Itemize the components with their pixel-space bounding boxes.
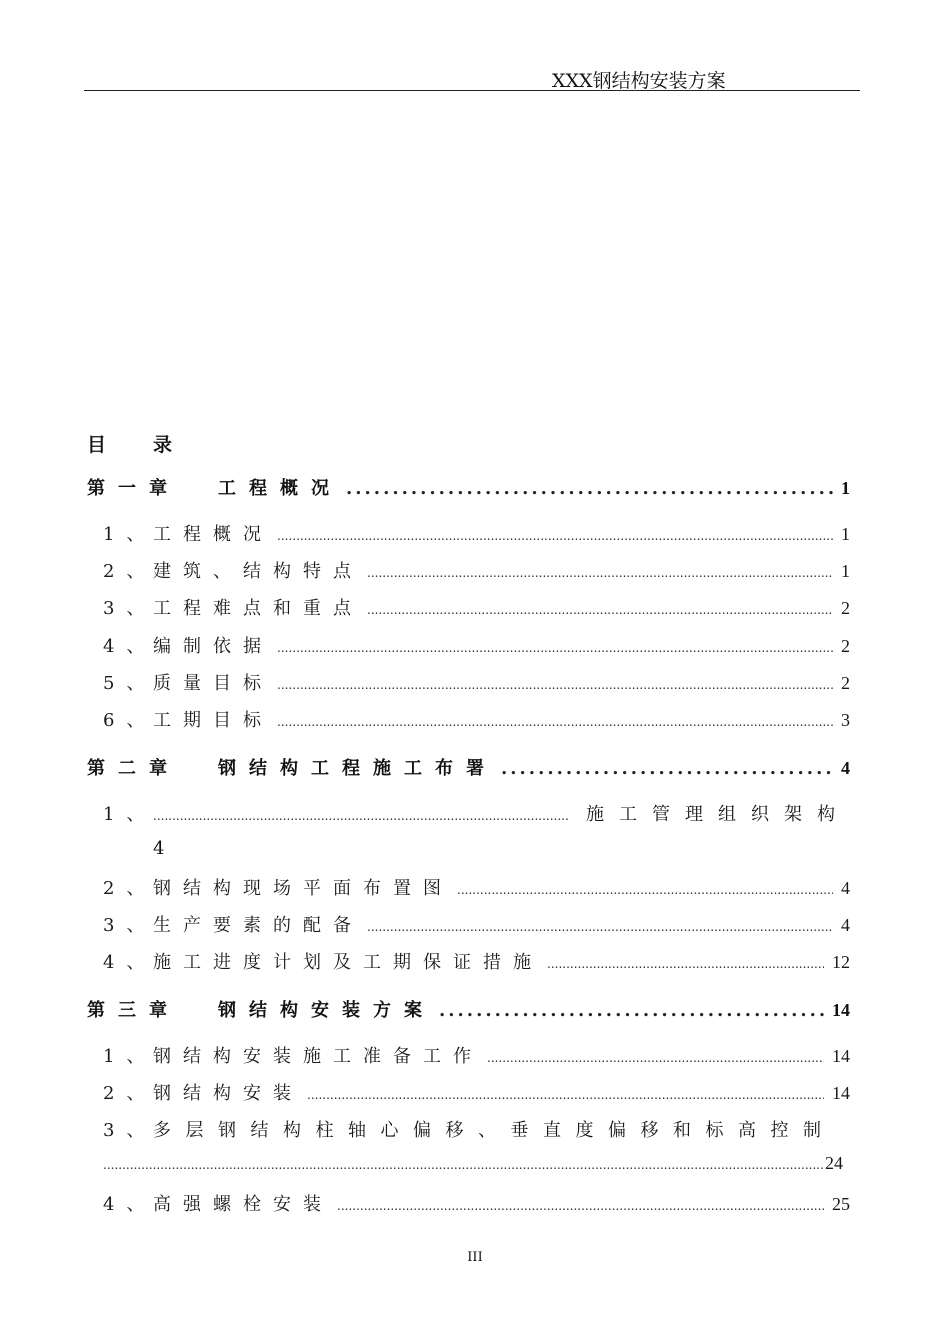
section-title: 钢结构安装 (153, 1083, 303, 1104)
section-page-number: 2 (841, 673, 850, 693)
toc-chapter-1[interactable] (87, 474, 850, 500)
dot-leader (367, 920, 833, 934)
section-number: 4、 (103, 952, 157, 973)
toc-chapter-3[interactable] (87, 996, 850, 1022)
dot-leader (501, 758, 833, 779)
toc-section-2-2[interactable] (87, 874, 850, 900)
section-title: 建筑、结构特点 (153, 561, 363, 582)
section-number: 3、 (103, 598, 157, 619)
toc-section-1-4[interactable] (87, 632, 850, 658)
dot-leader (277, 529, 833, 543)
section-page-number: 2 (841, 636, 850, 656)
toc-section-1-3[interactable] (87, 594, 850, 620)
header-rule (84, 90, 860, 91)
page-number-footer: III (467, 1250, 483, 1265)
dot-leader (367, 603, 833, 617)
dot-leader (277, 641, 833, 655)
toc-section-3-4[interactable] (87, 1190, 850, 1216)
section-number: 6、 (103, 710, 157, 731)
dot-leader (337, 1199, 824, 1213)
section-number: 3、 (103, 1120, 157, 1141)
dot-leader (277, 678, 833, 692)
dot-leader (367, 566, 833, 580)
dot-leader (487, 1051, 824, 1065)
section-page-number: 1 (841, 561, 850, 581)
dot-leader (307, 1088, 824, 1102)
section-number: 4、 (103, 636, 157, 657)
section-page-number: 14 (832, 1046, 850, 1066)
chapter-page-number: 4 (841, 758, 850, 778)
dot-leader (457, 883, 833, 897)
document-header-title: XXX钢结构安装方案 (552, 70, 726, 92)
section-page-number: 4 (841, 878, 850, 898)
dot-leader (346, 478, 833, 499)
section-title: 生产要素的配备 (153, 915, 363, 936)
section-number: 4、 (103, 1194, 157, 1215)
toc-chapter-2[interactable] (87, 754, 850, 780)
section-number: 2、 (103, 1083, 157, 1104)
toc-heading-char-1: 目 (87, 434, 107, 456)
chapter-label (87, 996, 435, 1022)
toc-section-3-3[interactable] (87, 1116, 850, 1142)
section-page-number: 1 (841, 524, 850, 544)
toc-section-1-5[interactable] (87, 669, 850, 695)
dot-leader (103, 1158, 825, 1172)
section-page-number: 3 (841, 710, 850, 730)
chapter-page-number: 1 (841, 478, 850, 498)
section-title: 钢结构现场平面布置图 (153, 878, 453, 899)
section-number: 5、 (103, 673, 157, 694)
toc-section-2-1[interactable] (87, 800, 850, 826)
toc-section-1-2[interactable] (87, 557, 850, 583)
section-page-number: 4 (841, 915, 850, 935)
section-title: 施工管理组织架构 (586, 804, 850, 825)
section-number: 1、 (103, 1046, 157, 1067)
toc-section-1-6[interactable] (87, 706, 850, 732)
section-number: 2、 (103, 878, 157, 899)
chapter-title: 工程概况 (218, 478, 342, 499)
section-title: 工程难点和重点 (153, 598, 363, 619)
dot-leader (547, 957, 824, 971)
toc-section-1-1[interactable] (87, 520, 850, 546)
chapter-title: 钢结构工程施工布署 (218, 758, 497, 779)
chapter-page-number: 14 (832, 1000, 850, 1020)
section-number: 1、 (103, 804, 157, 825)
section-number: 3、 (103, 915, 157, 936)
section-title: 工期目标 (153, 710, 273, 731)
section-title: 编制依据 (153, 636, 273, 657)
section-page-number: 25 (832, 1194, 850, 1214)
section-title: 高强螺栓安装 (153, 1194, 333, 1215)
chapter-label (87, 754, 497, 780)
section-page-number-wrapped: 4 (153, 838, 165, 859)
chapter-number: 第二章 (87, 758, 180, 779)
section-title: 质量目标 (153, 673, 273, 694)
chapter-number: 第三章 (87, 1000, 180, 1021)
toc-section-2-4[interactable] (87, 948, 850, 974)
toc-section-2-3[interactable] (87, 911, 850, 937)
toc-section-3-3-continued (103, 1153, 843, 1179)
chapter-title: 钢结构安装方案 (218, 1000, 435, 1021)
dot-leader (277, 715, 833, 729)
section-title: 钢结构安装施工准备工作 (153, 1046, 483, 1067)
section-page-number: 12 (832, 952, 850, 972)
toc-heading-char-2: 录 (153, 434, 173, 456)
section-title: 工程概况 (153, 524, 273, 545)
section-page-number: 14 (832, 1083, 850, 1103)
section-title: 多层钢结构柱轴心偏移、垂直度偏移和标高控制 (153, 1120, 836, 1141)
section-page-number: 2 (841, 598, 850, 618)
chapter-number: 第一章 (87, 478, 180, 499)
section-page-number: 24 (825, 1153, 843, 1173)
toc-section-3-1[interactable] (87, 1042, 850, 1068)
dot-leader (153, 809, 570, 823)
toc-section-3-2[interactable] (87, 1079, 850, 1105)
chapter-label (87, 474, 342, 500)
dot-leader (439, 1000, 824, 1021)
toc-heading (87, 430, 172, 457)
section-number: 2、 (103, 561, 157, 582)
section-title: 施工进度计划及工期保证措施 (153, 952, 543, 973)
section-number: 1、 (103, 524, 157, 545)
